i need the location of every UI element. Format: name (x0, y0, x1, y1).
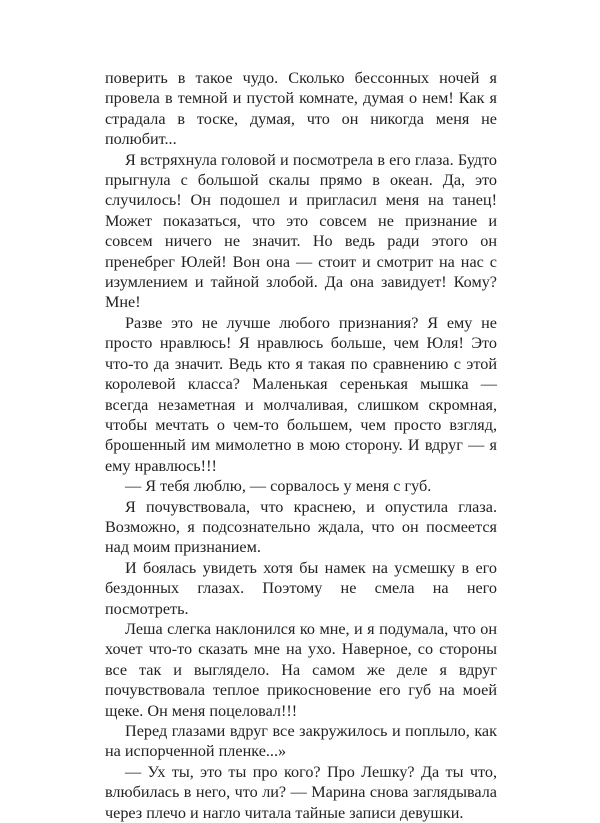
paragraph-9: — Ух ты, это ты про кого? Про Лешку? Да ты что, влюбилась в него, что ли? — Марина снова заглядывала через плечо и нагло читала тайные записи девушки. (105, 762, 497, 822)
paragraph-5: Я почувствовала, что краснею, и опустила глаза. Возможно, я подсознательно ждала, что он посмеется над моим признанием. (105, 497, 497, 557)
paragraph-7: Леша слегка наклонился ко мне, и я подумала, что он хочет что-то сказать мне на ухо. Наверное, со стороны все так и выглядело. На самом же деле я вдруг почувствовала теплое прикосновение его губ на моей щеке. Он меня поцеловал!!! (105, 619, 497, 720)
paragraph-2: Я встряхнула головой и посмотрела в его глаза. Будто прыгнула с большой скалы прямо в океан. Да, это случилось! Он подошел и пригласил меня на танец! Может показаться, что это совсем не признание и совсем ничего не значит. Но ведь ради этого он пренебрег Юлей! Вон она — стоит и смотрит на нас с изумлением и тайной злобой. Да она завидует! Кому? Мне! (105, 150, 497, 312)
paragraph-6: И боялась увидеть хотя бы намек на усмешку в его бездонных глазах. Поэтому не смела на него посмотреть. (105, 558, 497, 618)
paragraph-1: поверить в такое чудо. Сколько бессонных ночей я провела в темной и пустой комнате, думая о нем! Как я страдала в тоске, думая, что он никогда меня не полюбит... (105, 69, 497, 149)
book-page-text (105, 68, 497, 823)
paragraph-8: Перед глазами вдруг все закружилось и поплыло, как на испорченной пленке...» (105, 722, 497, 761)
paragraph-3: Разве это не лучше любого признания? Я ему не просто нравлюсь! Я нравлюсь больше, чем Юля! Это что-то да значит. Ведь кто я такая по сравнению с этой королевой класса? Маленькая серенькая мышка — всегда незаметная и молчаливая, слишком скромная, чтобы мечтать о чем-то большем, чем просто взгляд, брошенный им мимолетно в мою сторону. И вдруг — я ему нравлюсь!!! (105, 313, 497, 475)
paragraph-4: — Я тебя люблю, — сорвалось у меня с губ. (125, 477, 432, 496)
